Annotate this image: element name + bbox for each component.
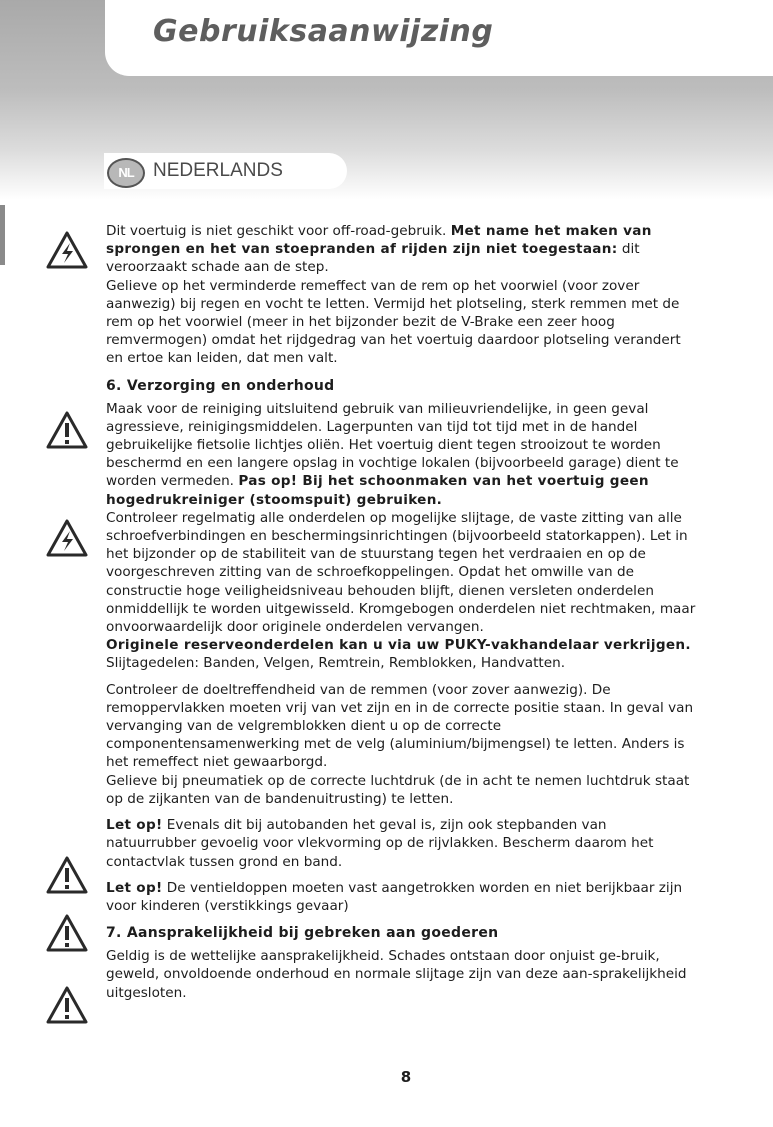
warning-exclamation-icon (45, 985, 89, 1025)
section-6-paragraph-3 (106, 636, 696, 654)
warning-exclamation-icon (45, 855, 89, 895)
intro-bold-warning: Met name het maken van sprongen en het van stoepranden af rijden zijn niet toegestaan: (106, 223, 652, 258)
warning-label: Let op! (106, 879, 163, 896)
section-6-paragraph-5: Controleer de doeltreffendheid van de remmen (voor zover aanwezig). De remoppervlakken moeten vrij van vet zijn en in de correcte positie staan. In geval van vervanging van de velgremblokken dient u op de correcte componentensamenwerking met de velg (aluminium/bijmengsel) te letten. Anders is het remeffect niet gewaarborgd. (106, 681, 694, 771)
section-6-paragraph-2: Controleer regelmatig alle onderdelen op mogelijke slijtage, de vaste zitting van alle schroefverbindingen en beschermingsinrichtingen (bijvoorbeeld statorkappen). Let in het bijzonder op de stabiliteit van de stuurstang tegen het verdraaien en op de voorgeschreven zitting van de schroefkoppelingen. Opdat het omwille van de constructie hoge veiligheidsniveau behouden blijft, dienen versleten onderdelen onmiddellijk te worden uitgewisseld. Kromgebogen onderdelen niet rechtmaken, maar onvoorwaardelijk door originele onderdelen vervangen. (106, 509, 696, 636)
content-body (106, 222, 696, 1002)
page-title: Gebruiksaanwijzing (153, 14, 494, 49)
warning-text: Evenals dit bij autobanden het geval is, zijn ook stepbanden van natuurrubber gevoelig voor vlekvorming op de rijvlakken. Bescherm daarom het contactvlak tussen grond en band. (106, 817, 654, 870)
side-marker (0, 205, 5, 265)
intro-text: Dit voertuig is niet geschikt voor off-road-gebruik. (106, 223, 451, 239)
intro-paragraph (106, 222, 696, 277)
intro-paragraph-2: Gelieve op het verminderde remeffect van de rem op het voorwiel (voor zover aanwezig) bij regen en vocht te letten. Vermijd het plotseling, sterk remmen met de rem op het voorwiel (meer in het bijzonder bezit de V-Brake een zeer hoog remvermogen) omdat het rijdgedrag van het voertuig daardoor plotseling verandert en ertoe kan leiden, dat men valt. (106, 277, 681, 367)
warning-label: Let op! (106, 817, 163, 834)
section-6-text: Maak voor de reiniging uitsluitend gebruik van milieuvriendelijke, in geen geval agressieve, reinigingsmiddelen. Lagerpunten van tijd tot tijd met in de handel gebruikelijke fietsolie lichtjes oliën. Het voertuig dient tegen strooizout te worden beschermd en een langere opslag in vochtige lokalen (bijvoorbeeld garage) dient te worden vermeden. (106, 400, 679, 490)
section-6-paragraph-1 (106, 400, 696, 509)
page-number: 8 (400, 1068, 412, 1086)
warning-note-2 (106, 879, 696, 915)
language-label: NEDERLANDS (153, 160, 283, 181)
section-7-paragraph: Geldig is de wettelijke aansprakelijkheid. Schades ontstaan door onjuist ge-bruik, geweld, onvoldoende onderhoud en normale slijtage zijn van deze aan-sprakelijkheid uitgesloten. (106, 948, 687, 1001)
section-6-paragraph-6: Gelieve bij pneumatiek op de correcte luchtdruk (de in acht te nemen luchtdruk staat op de zijkanten van de bandenuitrusting) te letten. (106, 772, 690, 807)
section-6-heading: 6. Verzorging en onderhoud (106, 377, 335, 394)
language-badge: NL (107, 158, 145, 188)
warning-text: De ventieldoppen moeten vast aangetrokken worden en niet berijkbaar zijn voor kinderen (verstikkings gevaar) (106, 879, 683, 914)
intro-text-end: dit veroorzaakt schade aan de step. (106, 241, 640, 276)
spare-parts-note: Originele reserveonderdelen kan u via uw PUKY-vakhandelaar verkrijgen. (106, 637, 691, 654)
warning-bolt-icon (45, 230, 89, 270)
section-6-paragraph-4: Slijtagedelen: Banden, Velgen, Remtrein, Remblokken, Handvatten. (106, 655, 566, 672)
warning-exclamation-icon (45, 410, 89, 450)
warning-bolt-icon (45, 518, 89, 558)
section-6-bold-warning: Pas op! Bij het schoonmaken van het voertuig geen hogedrukreiniger (stoomspuit) gebruiken. (106, 473, 649, 508)
warning-exclamation-icon (45, 913, 89, 953)
section-7-heading: 7. Aansprakelijkheid bij gebreken aan goederen (106, 925, 499, 942)
warning-note-1 (106, 816, 696, 871)
